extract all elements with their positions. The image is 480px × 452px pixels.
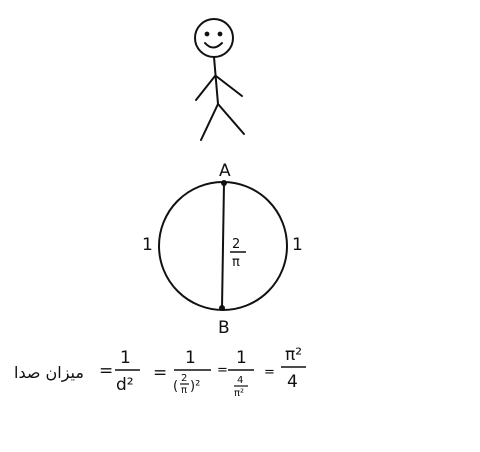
equals-sign-1: =: [99, 361, 114, 381]
left-eye: [206, 33, 209, 36]
right-arc-length-label: 1: [292, 235, 303, 255]
body: [214, 57, 218, 104]
term4-numerator: π²: [285, 345, 303, 365]
term2-numerator: 1: [185, 348, 196, 368]
right-arm: [216, 76, 242, 96]
term2-close-paren: )²: [190, 379, 201, 394]
chord-label-denominator: π: [232, 255, 240, 270]
chord-label-numerator: 2: [232, 237, 241, 252]
point-b-label: B: [218, 318, 230, 338]
equation-lhs-text: میزان صدا: [14, 363, 84, 382]
term3-inner-denominator: π²: [234, 388, 245, 399]
point-b-dot: [219, 305, 225, 311]
equals-sign-3: =: [217, 363, 228, 378]
equation: [14, 345, 306, 399]
stick-figure: [195, 19, 244, 140]
left-arm: [196, 76, 215, 100]
equals-sign-2: =: [153, 363, 168, 383]
term2-inner-denominator: π: [181, 385, 188, 396]
point-a-label: A: [219, 161, 231, 181]
right-leg: [218, 104, 244, 134]
left-leg: [201, 104, 218, 140]
term3-inner-numerator: 4: [237, 375, 244, 386]
right-eye: [219, 33, 222, 36]
head: [195, 19, 233, 57]
term3-numerator: 1: [236, 348, 247, 368]
smile: [205, 43, 222, 48]
left-arc-length-label: 1: [142, 235, 153, 255]
term1-denominator: d²: [116, 375, 134, 395]
diameter-ab: [222, 183, 224, 308]
equals-sign-4: =: [264, 365, 275, 380]
term1-numerator: 1: [120, 348, 131, 368]
term2-open-paren: (: [173, 379, 179, 394]
term4-denominator: 4: [287, 372, 298, 392]
term2-inner-numerator: 2: [181, 373, 188, 384]
